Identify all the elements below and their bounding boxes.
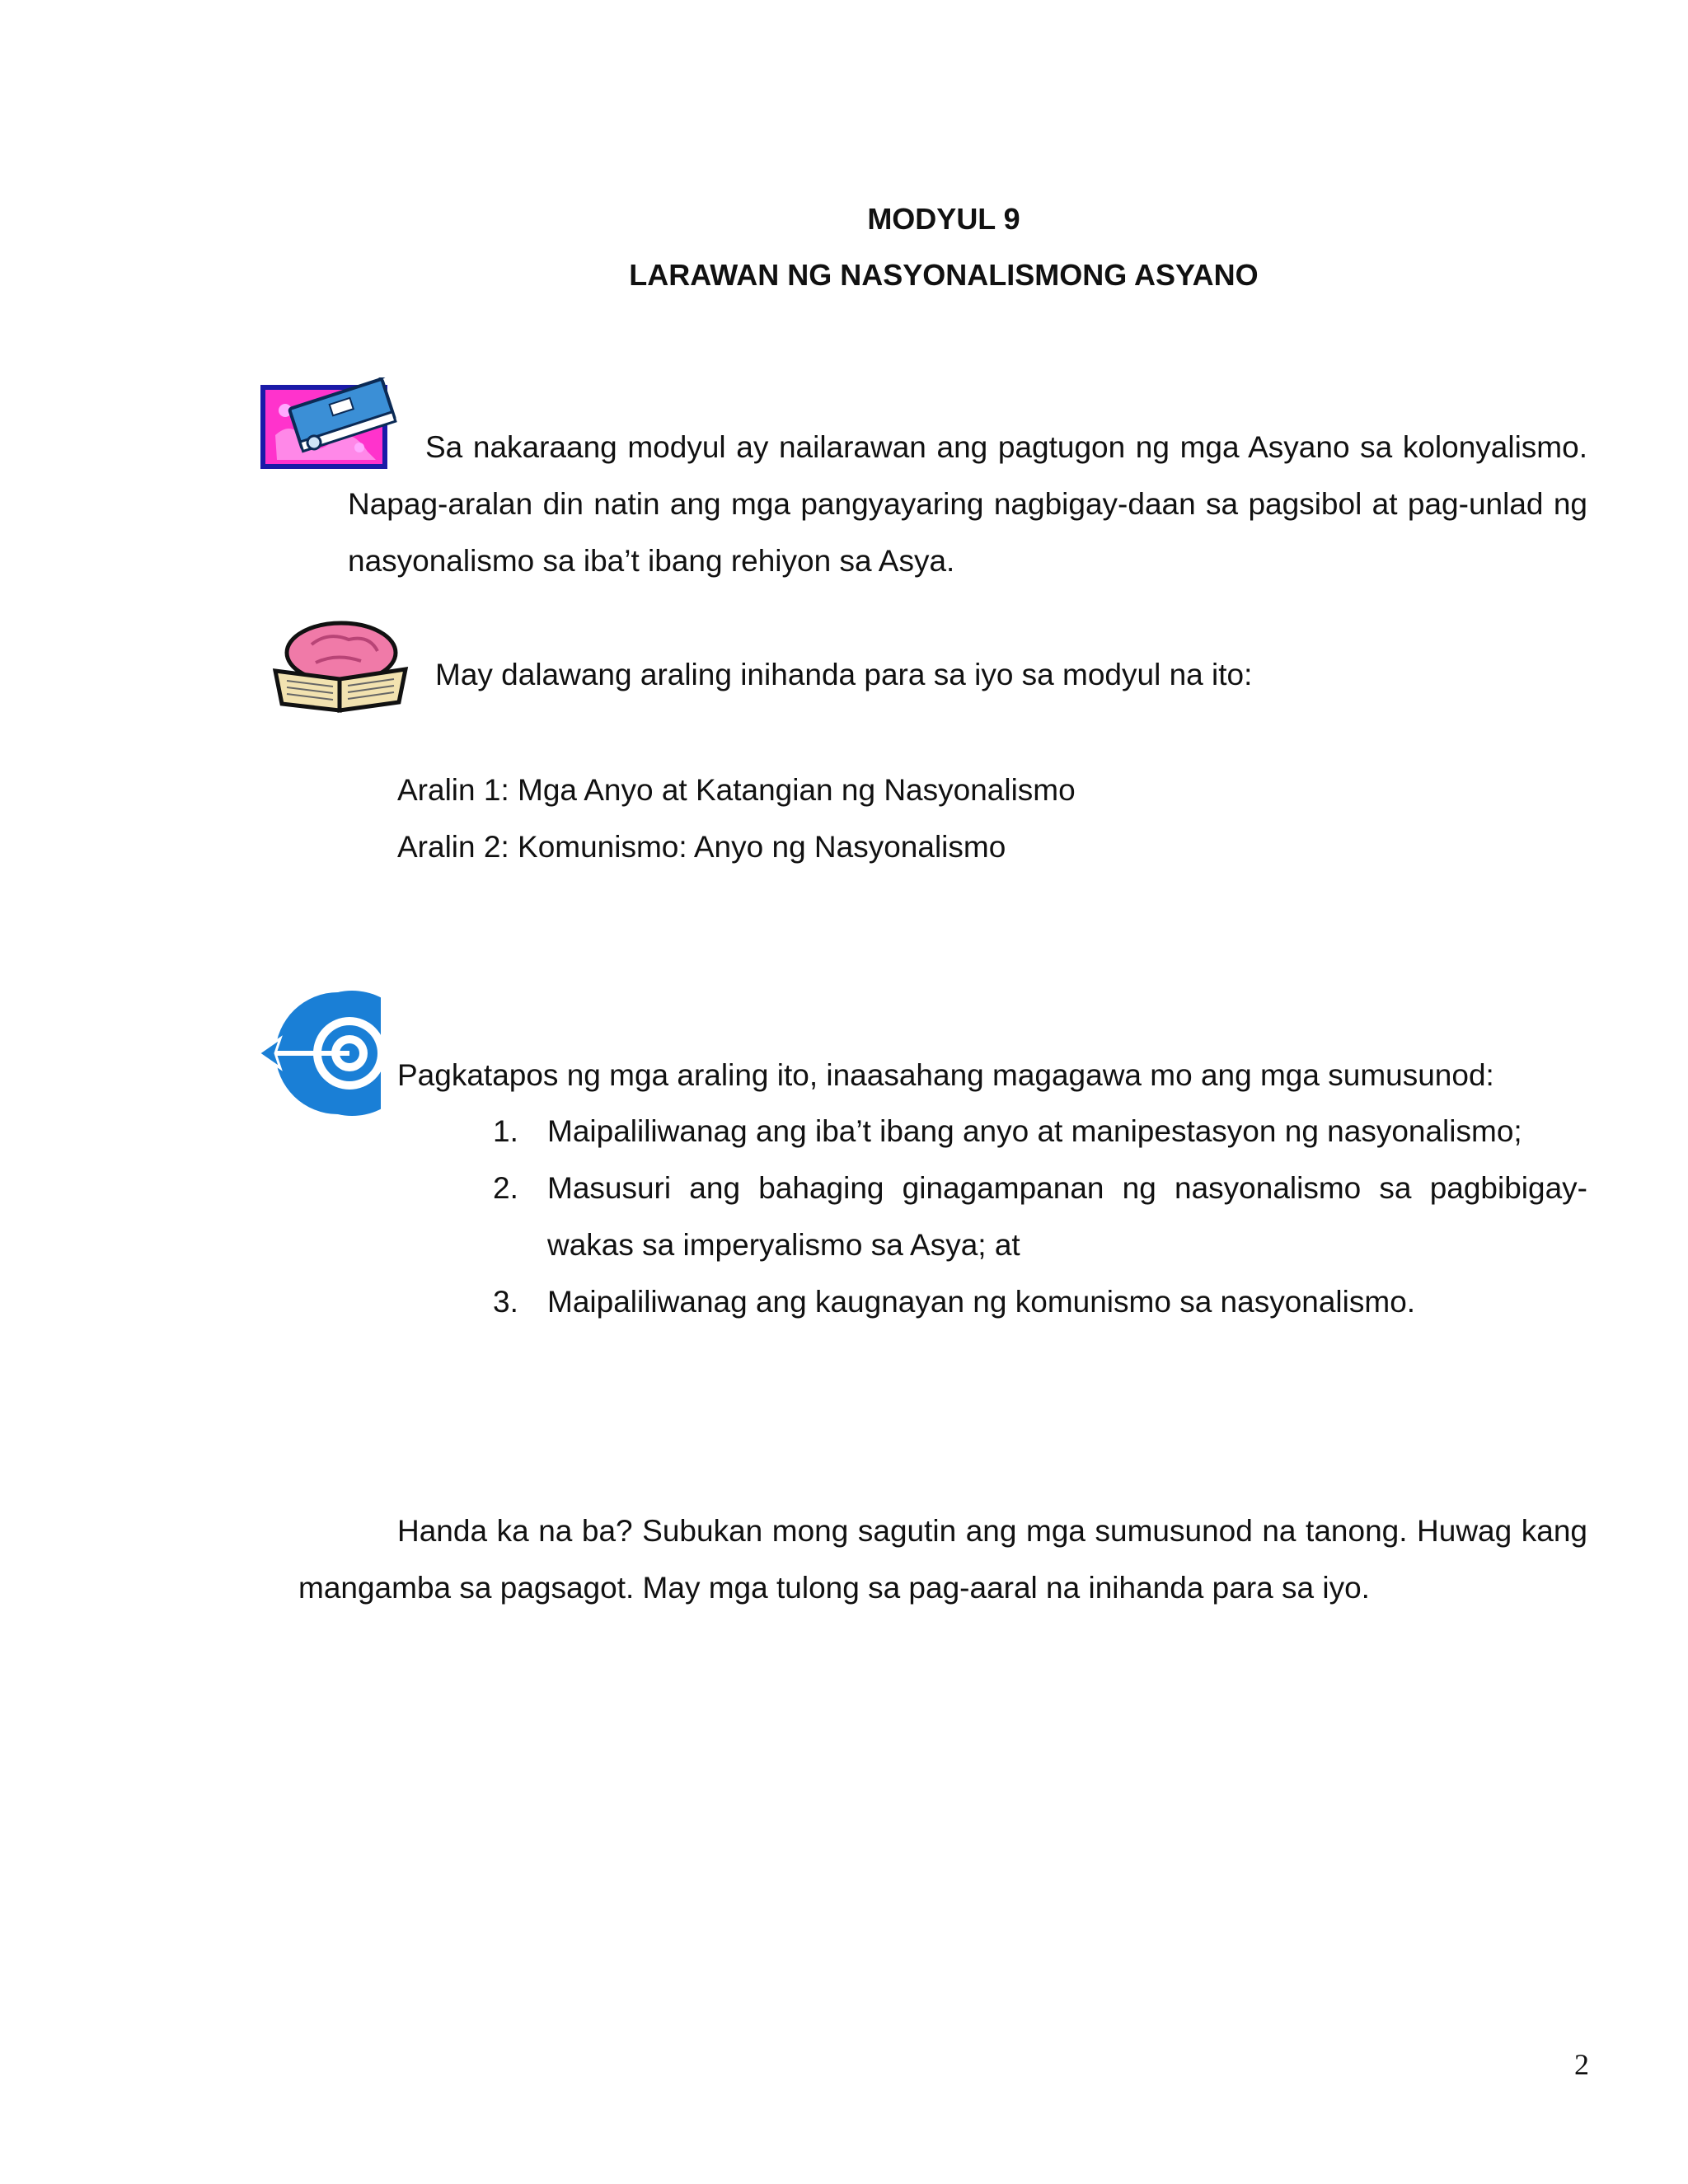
intro-paragraph: Sa nakaraang modyul ay nailarawan ang pagtugon ng mga Asyano sa kolonyalismo. Napag-aralan din natin ang mga pangyayaring nagbigay-daan sa pagsibol at pag-unlad ng nasyonalismo sa iba’t ibang rehiyon sa Asya. — [348, 430, 1587, 578]
lesson-item-1: Aralin 1: Mga Anyo at Katangian ng Nasyonalismo — [397, 773, 1076, 807]
list-item-text: Maipaliliwanag ang iba’t ibang anyo at manipestasyon ng nasyonalismo; — [547, 1114, 1522, 1148]
target-icon — [257, 989, 381, 1118]
lesson-item-2: Aralin 2: Komunismo: Anyo ng Nasyonalismo — [397, 830, 1006, 864]
list-item-number: 2. — [493, 1171, 518, 1205]
closing-paragraph: Handa ka na ba? Subukan mong sagutin ang mga sumusunod na tanong. Huwag kang mangamba sa pagsagot. May mga tulong sa pag-aaral na inihanda para sa iyo. — [298, 1514, 1587, 1605]
module-title: LARAWAN NG NASYONALISMONG ASYANO — [629, 258, 1259, 292]
objectives-list — [493, 1103, 1587, 1330]
objectives-intro: Pagkatapos ng mga araling ito, inaasahang magagawa mo ang mga sumusunod: — [397, 1058, 1494, 1092]
open-book-icon — [270, 620, 410, 715]
list-item-text: Masusuri ang bahaging ginagampanan ng nasyonalismo sa pagbibigay-wakas sa imperyalismo sa Asya; at — [547, 1171, 1587, 1262]
lessons-intro: May dalawang araling inihanda para sa iyo sa modyul na ito: — [435, 658, 1253, 691]
list-item-number: 1. — [493, 1114, 518, 1148]
list-item-number: 3. — [493, 1285, 518, 1319]
list-item-text: Maipaliliwanag ang kaugnayan ng komunismo sa nasyonalismo. — [547, 1285, 1416, 1319]
list-item — [493, 1103, 1587, 1160]
module-number: MODYUL 9 — [867, 202, 1020, 236]
list-item — [493, 1160, 1587, 1273]
page-number: 2 — [1574, 2048, 1589, 2081]
list-item — [493, 1273, 1587, 1330]
